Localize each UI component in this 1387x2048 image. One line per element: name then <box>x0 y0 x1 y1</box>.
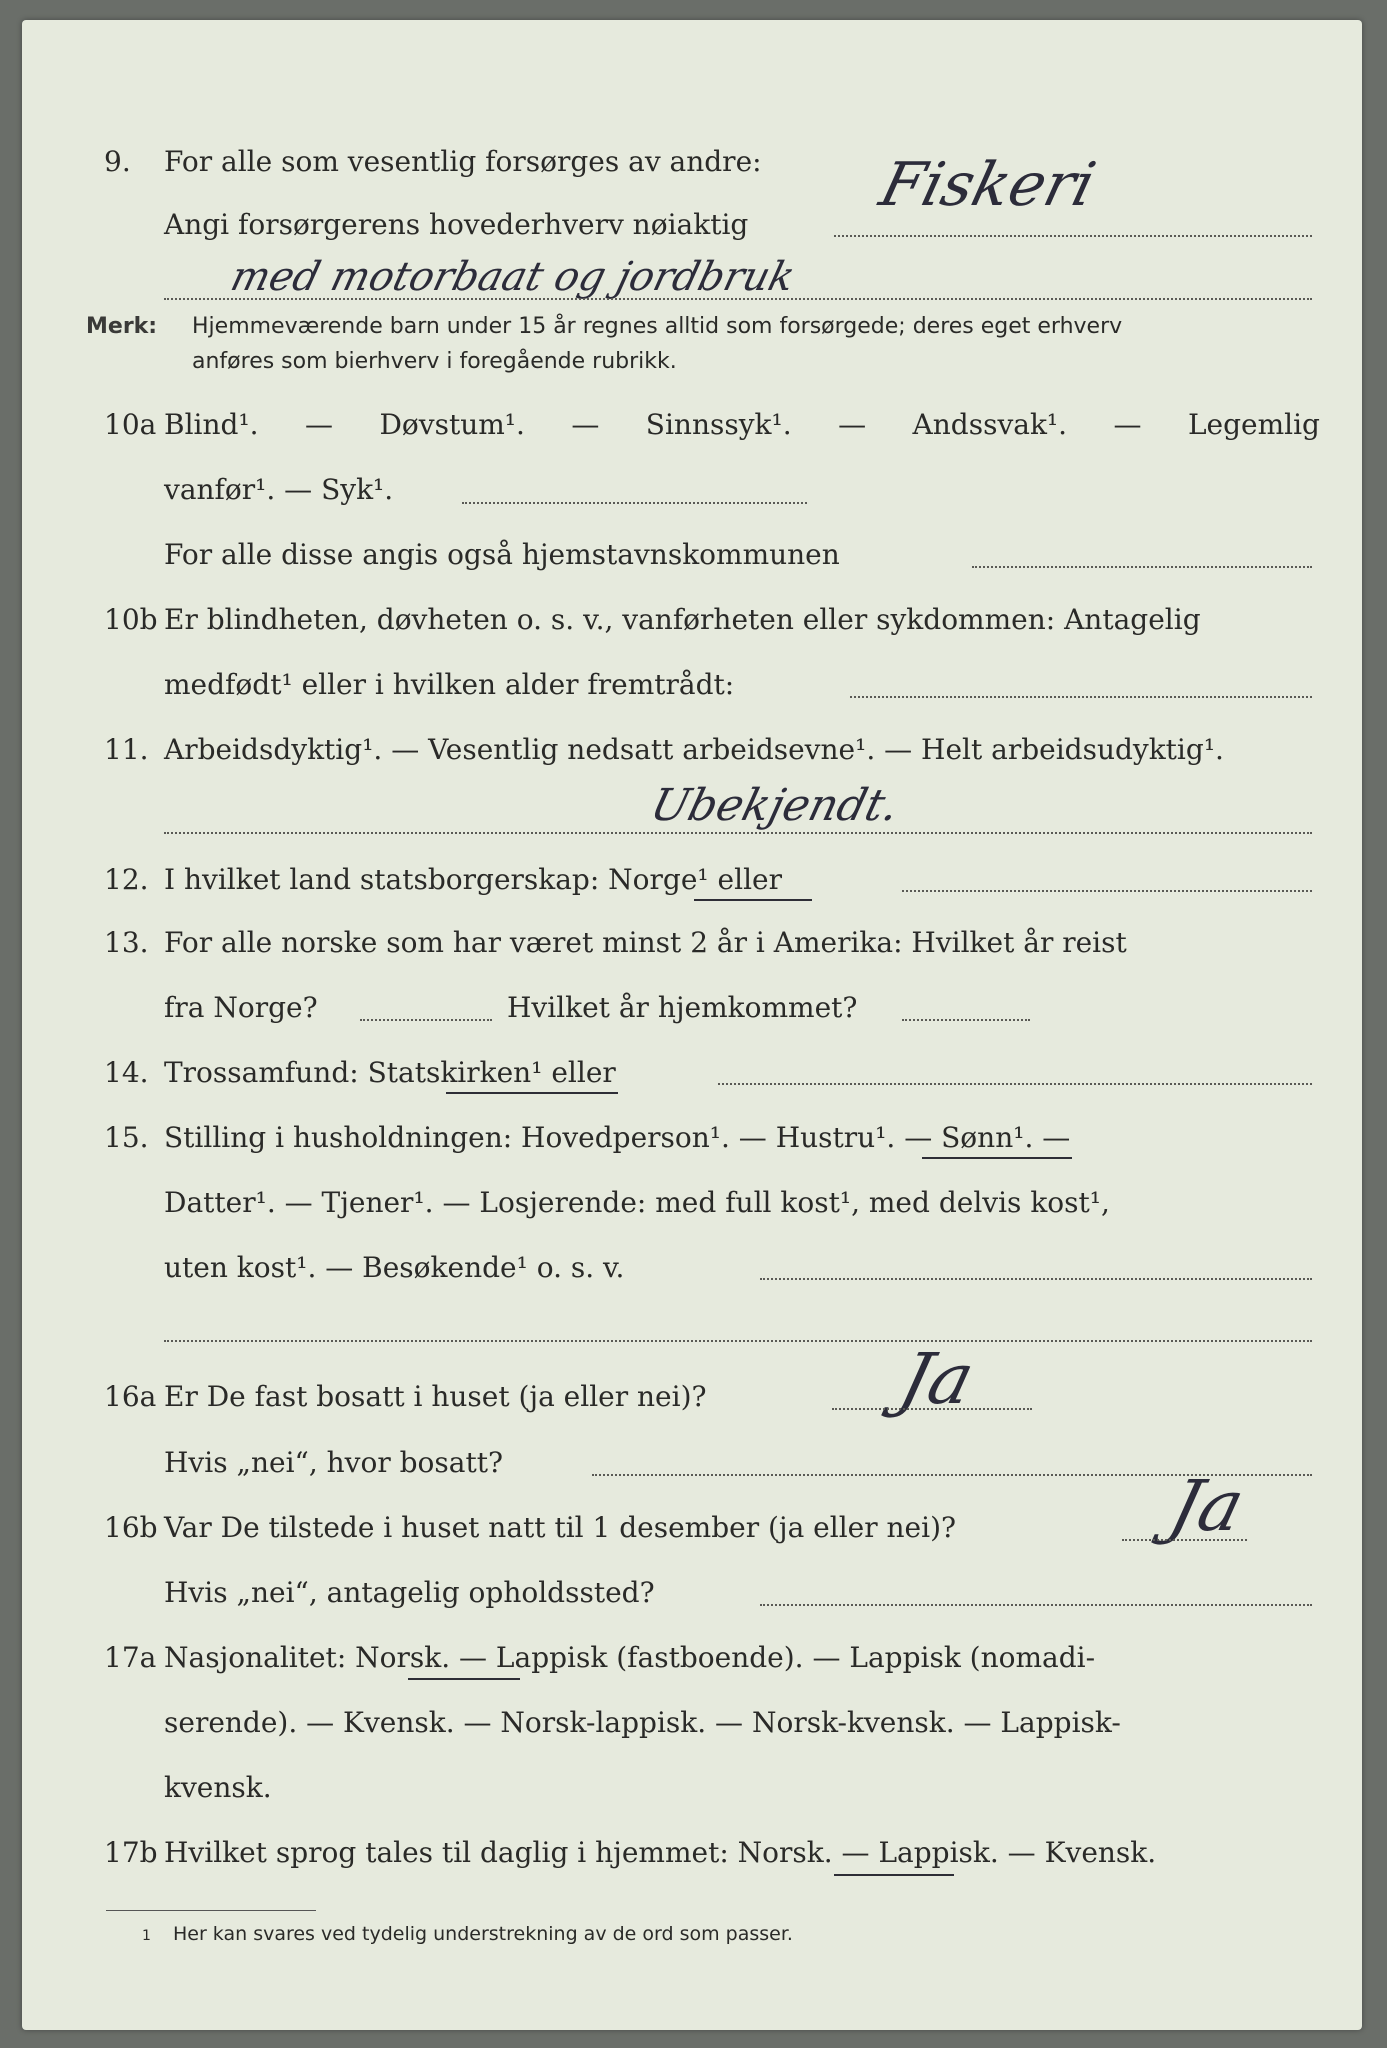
q11-number: 11. <box>104 733 149 766</box>
q17a-norsk-underline <box>408 1678 520 1680</box>
q14-question: Trossamfund: Statskirken¹ eller <box>164 1056 616 1089</box>
footnote-text: Her kan svares ved tydelig understrekning av de ord som passer. <box>172 1923 793 1945</box>
q13-line1 <box>22 918 1362 968</box>
q17b-question: Hvilket sprog tales til daglig i hjemmet: Norsk. — Lappisk. — Kvensk. <box>164 1836 1157 1869</box>
q15-question: Stilling i husholdningen: Hovedperson¹. — Hustru¹. — Sønn¹. — <box>164 1121 1071 1154</box>
footnote <box>142 1923 793 1945</box>
q16b-answer-handwritten: Ja <box>1161 1465 1253 1547</box>
q16a-question: Er De fast bosatt i huset (ja eller nei)? <box>164 1380 707 1413</box>
q16b-question: Var De tilstede i huset natt til 1 desember (ja eller nei)? <box>164 1511 957 1544</box>
q9-number: 9. <box>104 145 131 178</box>
q10b-question: Er blindheten, døvheten o. s. v., vanførheten eller sykdommen: Antagelig <box>164 603 1201 636</box>
q10a-text-home: For alle disse angis også hjemstavnskommunen <box>164 538 840 571</box>
merk-line1 <box>22 310 1362 344</box>
q10a-word: Andssvak¹. <box>912 408 1068 441</box>
q9-answer-line <box>834 233 1312 237</box>
q9-answer-line2 <box>164 296 1312 300</box>
q9-answer2-handwritten: med motorbaat og jordbruk <box>226 254 800 300</box>
q11-line1 <box>22 725 1362 775</box>
footnote-mark: 1 <box>142 1928 151 1944</box>
q13-hjemkommet-line <box>902 1017 1030 1021</box>
q11-answer-line <box>164 830 1312 834</box>
footnote-rule <box>106 1910 316 1911</box>
q16a-answer-handwritten: Ja <box>891 1338 983 1420</box>
q9-line1 <box>22 137 1362 187</box>
q10b-line1 <box>22 595 1362 645</box>
q13-question: For alle norske som har været minst 2 år i Amerika: Hvilket år reist <box>164 926 1127 959</box>
q10b-question-cont: medfødt¹ eller i hvilken alder fremtrådt: <box>164 668 735 701</box>
q16b-number: 16b <box>104 1511 158 1544</box>
q17a-question-end: kvensk. <box>164 1771 272 1804</box>
q16b-line2 <box>22 1568 1362 1618</box>
q15-number: 15. <box>104 1121 149 1154</box>
q14-statskirken-underline <box>446 1092 618 1094</box>
q11-answer-handwritten: Ubekjendt. <box>645 780 905 831</box>
merk-text-cont: anføres som bierhverv i foregående rubrikk. <box>192 349 677 374</box>
q12-norge-underline <box>694 899 812 901</box>
q14-line1 <box>22 1048 1362 1098</box>
q15-answer-line2 <box>164 1338 1312 1342</box>
q10a-line1 <box>22 400 1362 450</box>
q14-number: 14. <box>104 1056 149 1089</box>
q9-line2 <box>22 200 1362 250</box>
q16a-line1 <box>22 1372 1362 1422</box>
q17a-line1 <box>22 1633 1362 1683</box>
q9-question-cont: Angi forsørgerens hovederhverv nøiaktig <box>164 208 749 241</box>
q16a-answer-line <box>832 1406 1032 1410</box>
q10a-word: Døvstum¹. <box>379 408 525 441</box>
q15-question-end: uten kost¹. — Besøkende¹ o. s. v. <box>164 1251 625 1284</box>
q17a-number: 17a <box>104 1641 157 1674</box>
q17b-number: 17b <box>104 1836 158 1869</box>
q14-answer-line <box>718 1081 1312 1085</box>
q15-line1 <box>22 1113 1362 1163</box>
q17a-line2 <box>22 1698 1362 1748</box>
q10a-word: — <box>838 408 867 441</box>
q10a-line2 <box>22 465 1362 515</box>
merk-line2 <box>22 345 1362 379</box>
q11-question: Arbeidsdyktig¹. — Vesentlig nedsatt arbeidsevne¹. — Helt arbeidsudyktig¹. <box>164 733 1224 766</box>
q10a-options <box>164 400 1320 450</box>
q10a-answer-line <box>462 500 807 504</box>
q17a-question: Nasjonalitet: Norsk. — Lappisk (fastboende). — Lappisk (nomadi- <box>164 1641 1096 1674</box>
q10a-number: 10a <box>104 408 157 441</box>
q17b-norsk-underline <box>834 1874 954 1876</box>
q16b-question-cont: Hvis „nei“, antagelig opholdssted? <box>164 1576 655 1609</box>
q10a-line3 <box>22 530 1362 580</box>
q16a-question-cont: Hvis „nei“, hvor bosatt? <box>164 1446 503 1479</box>
q10a-word: Sinnssyk¹. <box>645 408 792 441</box>
q10a-word: Blind¹. <box>164 408 259 441</box>
q16b-opholdssted-line <box>760 1602 1312 1606</box>
q12-question: I hvilket land statsborgerskap: Norge¹ eller <box>164 863 782 896</box>
q12-answer-line <box>902 888 1312 892</box>
q16a-line2 <box>22 1438 1362 1488</box>
q15-hustru-underline <box>922 1157 1072 1159</box>
q13-question-left: fra Norge? <box>164 991 318 1024</box>
q9-answer-handwritten: Fiskeri <box>873 150 1103 220</box>
q13-reist-line <box>360 1017 492 1021</box>
q12-line1 <box>22 855 1362 905</box>
q16b-answer-line <box>1122 1537 1247 1541</box>
q13-line2 <box>22 983 1362 1033</box>
merk-label: Merk: <box>86 314 158 339</box>
q15-line2 <box>22 1178 1362 1228</box>
q10a-text-cont: vanfør¹. — Syk¹. <box>164 473 394 506</box>
q15-question-cont: Datter¹. — Tjener¹. — Losjerende: med full kost¹, med delvis kost¹, <box>164 1186 1110 1219</box>
q9-question: For alle som vesentlig forsørges av andre: <box>164 145 762 178</box>
q17b-line1 <box>22 1828 1362 1878</box>
q10b-answer-line <box>850 694 1312 698</box>
q10b-line2 <box>22 660 1362 710</box>
q13-number: 13. <box>104 926 149 959</box>
q17a-line3 <box>22 1763 1362 1813</box>
q12-number: 12. <box>104 863 149 896</box>
q13-question-right: Hvilket år hjemkommet? <box>507 991 858 1024</box>
census-form-page <box>22 20 1362 2030</box>
q16a-number: 16a <box>104 1380 157 1413</box>
merk-text: Hjemmeværende barn under 15 år regnes alltid som forsørgede; deres eget erhverv <box>192 314 1123 339</box>
q15-line3 <box>22 1243 1362 1293</box>
q10a-word: — <box>305 408 334 441</box>
q17a-question-cont: serende). — Kvensk. — Norsk-lappisk. — Norsk-kvensk. — Lappisk- <box>164 1706 1121 1739</box>
q10a-home-line <box>972 564 1312 568</box>
q10a-word: Legemlig <box>1187 408 1320 441</box>
q10b-number: 10b <box>104 603 158 636</box>
q10a-word: — <box>571 408 600 441</box>
q10a-word: — <box>1113 408 1142 441</box>
q15-answer-line <box>760 1276 1312 1280</box>
